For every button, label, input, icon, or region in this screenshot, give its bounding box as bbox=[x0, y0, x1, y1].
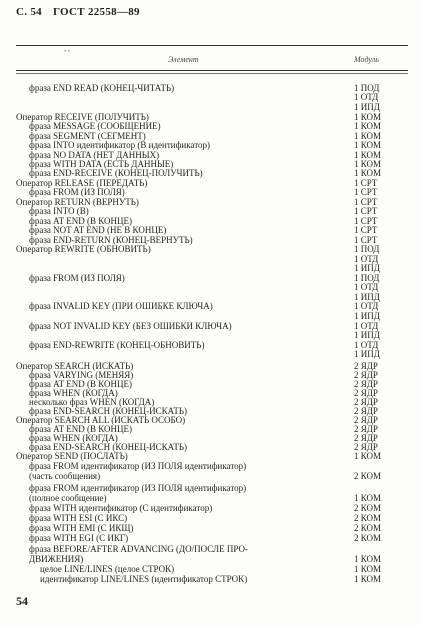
module-cell: 2 ЯДР bbox=[354, 379, 378, 389]
module-cell: 1 КОМ bbox=[354, 493, 382, 503]
module-cell: 1 ИПД bbox=[354, 263, 380, 273]
module-cell: 2 ЯДР bbox=[354, 397, 378, 407]
table-row bbox=[16, 168, 408, 178]
module-cell: 2 ЯДР bbox=[354, 370, 378, 380]
element-cell: фраза AT END (В КОНЦЕ) bbox=[29, 216, 132, 226]
module-cell: 1 ОТД bbox=[354, 92, 379, 102]
element-cell: целое LINE/LINES (целое СТРОК) bbox=[40, 564, 175, 574]
table-row bbox=[16, 523, 408, 533]
element-cell: фраза FROM (ИЗ ПОЛЯ) bbox=[29, 187, 125, 197]
module-cell: 2 ЯДР bbox=[354, 361, 378, 371]
module-cell: 1 КОМ bbox=[354, 451, 382, 461]
element-cell: ДВИЖЕНИЯ) bbox=[29, 554, 84, 564]
element-cell: (полное сообщение) bbox=[29, 493, 107, 503]
element-cell: идентификатор LINE/LINES (идентификатор СТРОК) bbox=[40, 574, 248, 584]
table-row bbox=[16, 533, 408, 543]
table-row bbox=[16, 102, 408, 112]
table-top-rule bbox=[16, 45, 408, 46]
element-cell: фраза END-REWRITE (КОНЕЦ-ОБНОВИТЬ) bbox=[29, 340, 205, 350]
standard-number: ГОСТ 22558—89 bbox=[53, 6, 140, 18]
table-row bbox=[16, 564, 408, 574]
page-number: 54 bbox=[16, 594, 28, 608]
header-rule-thin bbox=[16, 73, 408, 74]
module-cell: 1 СРТ bbox=[354, 216, 378, 226]
page-header bbox=[16, 6, 140, 18]
element-cell: фраза END-SEARCH (КОНЕЦ-ИСКАТЬ) bbox=[29, 406, 188, 416]
table-row bbox=[16, 554, 408, 564]
element-cell: фраза FROM (ИЗ ПОЛЯ) bbox=[29, 273, 125, 283]
element-cell: фраза END READ (КОНЕЦ-ЧИТАТЬ) bbox=[29, 83, 175, 93]
element-cell: фраза SEGMENT (СЕГМЕНТ) bbox=[29, 131, 146, 141]
element-cell: фраза NOT INVALID KEY (БЕЗ ОШИБКИ КЛЮЧА) bbox=[29, 321, 232, 331]
element-cell: фраза BEFORE/AFTER ADVANCING (ДО/ПОСЛЕ ПРО- bbox=[29, 544, 248, 554]
module-cell: 1 ИПД bbox=[354, 330, 380, 340]
header-rule bbox=[16, 70, 408, 71]
module-cell: 2 КОМ bbox=[354, 513, 382, 523]
element-cell: фраза END-SEARCH (КОНЕЦ-ИСКАТЬ) bbox=[29, 442, 188, 452]
table-row bbox=[16, 244, 408, 254]
table-row bbox=[16, 483, 408, 493]
element-cell: фраза INTO идентификатор (В идентификатор) bbox=[29, 140, 211, 150]
table-row bbox=[16, 493, 408, 503]
element-cell: Оператор SEND (ПОСЛАТЬ) bbox=[16, 451, 128, 461]
element-cell: фраза VARYING (МЕНЯЯ) bbox=[29, 370, 134, 380]
module-cell: 1 ИПД bbox=[354, 349, 380, 359]
module-cell: 1 ИПД bbox=[354, 102, 380, 112]
module-cell: 1 СРТ bbox=[354, 187, 378, 197]
element-cell: фраза MESSAGE (СООБЩЕНИЕ) bbox=[29, 121, 161, 131]
element-cell: фраза NOT AT END (НЕ В КОНЦЕ) bbox=[29, 225, 167, 235]
module-cell: 2 ЯДР bbox=[354, 442, 378, 452]
module-cell: 1 КОМ bbox=[354, 150, 382, 160]
table-row bbox=[16, 140, 408, 150]
table-row bbox=[16, 503, 408, 513]
module-cell: 1 ПОД bbox=[354, 273, 380, 283]
page-label: С. 54 bbox=[16, 6, 42, 18]
element-cell: фраза NO DATA (НЕТ ДАННЫХ) bbox=[29, 150, 160, 160]
element-cell: Оператор RECEIVE (ПОЛУЧИТЬ) bbox=[16, 112, 149, 122]
module-cell: 1 ПОД bbox=[354, 83, 380, 93]
module-cell: 2 КОМ bbox=[354, 523, 382, 533]
module-cell: 2 ЯДР bbox=[354, 424, 378, 434]
module-cell: 2 ЯДР bbox=[354, 406, 378, 416]
element-cell: фраза WITH EMI (С ИКЩ) bbox=[29, 523, 134, 533]
module-cell: 1 ОТД bbox=[354, 340, 379, 350]
element-cell: фраза AT END (В КОНЦЕ) bbox=[29, 424, 132, 434]
column-header-element: Элемент bbox=[168, 55, 199, 64]
module-cell: 2 ЯДР bbox=[354, 433, 378, 443]
element-cell: Оператор SEARCH ALL (ИСКАТЬ ОСОБО) bbox=[16, 415, 186, 425]
table-row bbox=[16, 311, 408, 321]
module-cell: 1 СРТ bbox=[354, 197, 378, 207]
table-row bbox=[16, 225, 408, 235]
table-row bbox=[16, 451, 408, 461]
module-cell: 2 ЯДР bbox=[354, 388, 378, 398]
module-cell: 1 КОМ bbox=[354, 564, 382, 574]
module-cell: 2 КОМ bbox=[354, 503, 382, 513]
table-row bbox=[16, 349, 408, 359]
module-cell: 1 КОМ bbox=[354, 159, 382, 169]
module-cell: 1 ИПД bbox=[354, 311, 380, 321]
element-cell: фраза WITH DATA (ЕСТЬ ДАННЫЕ) bbox=[29, 159, 174, 169]
table-row bbox=[16, 92, 408, 102]
table-row bbox=[16, 544, 408, 554]
element-cell: фраза WITH идентификатор (С идентификатор) bbox=[29, 503, 213, 513]
table-row bbox=[16, 330, 408, 340]
table-row bbox=[16, 206, 408, 216]
element-cell: фраза AT END (В КОНЦЕ) bbox=[29, 379, 132, 389]
module-cell: 1 КОМ bbox=[354, 112, 382, 122]
element-cell: фраза WHEN (КОГДА) bbox=[29, 388, 118, 398]
element-cell: фраза INVALID KEY (ПРИ ОШИБКЕ КЛЮЧА) bbox=[29, 301, 213, 311]
element-cell: фраза FROM идентификатор (ИЗ ПОЛЯ идентификатор) bbox=[29, 483, 247, 493]
table-row bbox=[16, 282, 408, 292]
element-cell: Оператор RETURN (ВЕРНУТЬ) bbox=[16, 197, 139, 207]
element-cell: фраза WITH ESI (С ИКС) bbox=[29, 513, 128, 523]
element-cell: фраза END-RETURN (КОНЕЦ-ВЕРНУТЬ) bbox=[29, 235, 193, 245]
module-cell: 1 ОТД bbox=[354, 301, 379, 311]
table-row bbox=[16, 187, 408, 197]
element-cell: (часть сообщения) bbox=[29, 471, 101, 481]
module-cell: 1 ОТД bbox=[354, 282, 379, 292]
module-cell: 1 КОМ bbox=[354, 131, 382, 141]
element-cell: фраза FROM идентификатор (ИЗ ПОЛЯ идентификатор) bbox=[29, 461, 247, 471]
table-row bbox=[16, 513, 408, 523]
module-cell: 1 КОМ bbox=[354, 168, 382, 178]
module-cell: 2 КОМ bbox=[354, 533, 382, 543]
element-cell: Оператор SEARCH (ИСКАТЬ) bbox=[16, 361, 134, 371]
element-cell: фраза END-RECEIVE (КОНЕЦ-ПОЛУЧИТЬ) bbox=[29, 168, 203, 178]
module-cell: 1 КОМ bbox=[354, 574, 382, 584]
module-cell: 1 СРТ bbox=[354, 225, 378, 235]
column-header-module: Модуль bbox=[354, 55, 379, 64]
element-cell: фраза WITH EGI (С ИКГ) bbox=[29, 533, 129, 543]
element-cell: несколько фраз WHEN (КОГДА) bbox=[29, 397, 155, 407]
module-cell: 1 КОМ bbox=[354, 554, 382, 564]
table-row bbox=[16, 263, 408, 273]
table-row bbox=[16, 121, 408, 131]
module-cell: 2 ЯДР bbox=[354, 415, 378, 425]
table-row bbox=[16, 574, 408, 584]
module-cell: 1 ОТД bbox=[354, 254, 379, 264]
element-cell: Оператор RELEASE (ПЕРЕДАТЬ) bbox=[16, 178, 148, 188]
module-cell: 1 СРТ bbox=[354, 206, 378, 216]
element-cell: фраза INTO (В) bbox=[29, 206, 89, 216]
table-row bbox=[16, 301, 408, 311]
element-cell: фраза WHEN (КОГДА) bbox=[29, 433, 118, 443]
module-cell: 1 ОТД bbox=[354, 321, 379, 331]
module-cell: 1 КОМ bbox=[354, 140, 382, 150]
module-cell: 1 СРТ bbox=[354, 235, 378, 245]
table-row bbox=[16, 471, 408, 481]
module-cell: 1 КОМ bbox=[354, 121, 382, 131]
module-cell: 1 ПОД bbox=[354, 244, 380, 254]
module-cell: 1 СРТ bbox=[354, 178, 378, 188]
table-row bbox=[16, 461, 408, 471]
module-cell: 2 КОМ bbox=[354, 471, 382, 481]
module-cell: 1 ИПД bbox=[354, 292, 380, 302]
scan-mark: • • bbox=[64, 49, 70, 55]
element-cell: Оператор REWRITE (ОБНОВИТЬ) bbox=[16, 244, 151, 254]
